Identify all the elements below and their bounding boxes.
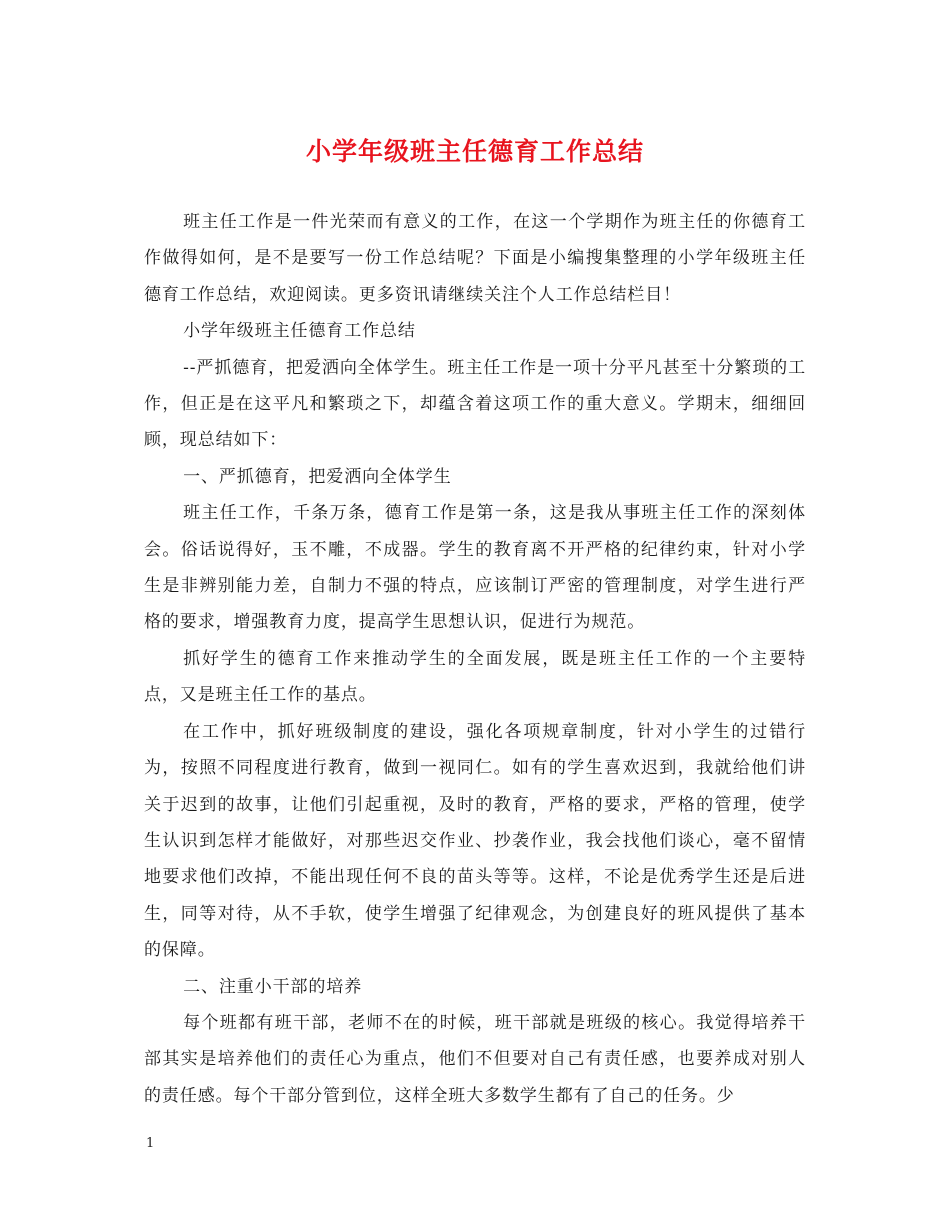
paragraph-section1-c: 在工作中，抓好班级制度的建设，强化各项规章制度，针对小学生的过错行为，按照不同程度进行教育，做到一视同仁。如有的学生喜欢迟到，我就给他们讲关于迟到的故事，让他们引起重视，及时的教育，严格的要求，严格的管理，使学生认识到怎样才能做好，对那些迟交作业、抄袭作业，我会找他们谈心，毫不留情地要求他们改掉，不能出现任何不良的苗头等等。这样，不论是优秀学生还是后进生，同等对待，从不手软，使学生增强了纪律观念，为创建良好的班风提供了基本的保障。 bbox=[144, 721, 806, 961]
paragraph-intro: 班主任工作是一件光荣而有意义的工作，在这一个学期作为班主任的你德育工作做得如何，是不是要写一份工作总结呢？下面是小编搜集整理的小学年级班主任德育工作总结，欢迎阅读。更多资讯请继续关注个人工作总结栏目！ bbox=[144, 212, 806, 305]
section-heading-2: 二、注重小干部的培养 bbox=[183, 976, 363, 997]
paragraph-section1-a: 班主任工作，千条万条，德育工作是第一条，这是我从事班主任工作的深刻体会。俗话说得好，玉不雕，不成器。学生的教育离不开严格的纪律约束，针对小学生是非辨别能力差，自制力不强的特点，应该制订严密的管理制度，对学生进行严格的要求，增强教育力度，提高学生思想认识，促进行为规范。 bbox=[144, 503, 806, 633]
paragraph-section2-a: 每个班都有班干部，老师不在的时候，班干部就是班级的核心。我觉得培养干部其实是培养他们的责任心为重点，他们不但要对自己有责任感，也要养成对别人的责任感。每个干部分管到位，这样全班大多数学生都有了自己的任务。少 bbox=[144, 1012, 806, 1106]
paragraph-section1-b: 抓好学生的德育工作来推动学生的全面发展，既是班主任工作的一个主要特点，又是班主任工作的基点。 bbox=[144, 648, 806, 706]
paragraph-overview: --严抓德育，把爱洒向全体学生。班主任工作是一项十分平凡甚至十分繁琐的工作，但正是在这平凡和繁琐之下，却蕴含着这项工作的重大意义。学期末，细细回顾，现总结如下： bbox=[144, 357, 806, 451]
document-body bbox=[144, 204, 806, 1114]
section-heading-1: 一、严抓德育，把爱洒向全体学生 bbox=[183, 466, 452, 487]
document-title: 小学年级班主任德育工作总结 bbox=[305, 137, 644, 166]
page-number: 1 bbox=[146, 1136, 155, 1151]
paragraph-subtitle: 小学年级班主任德育工作总结 bbox=[183, 321, 416, 342]
